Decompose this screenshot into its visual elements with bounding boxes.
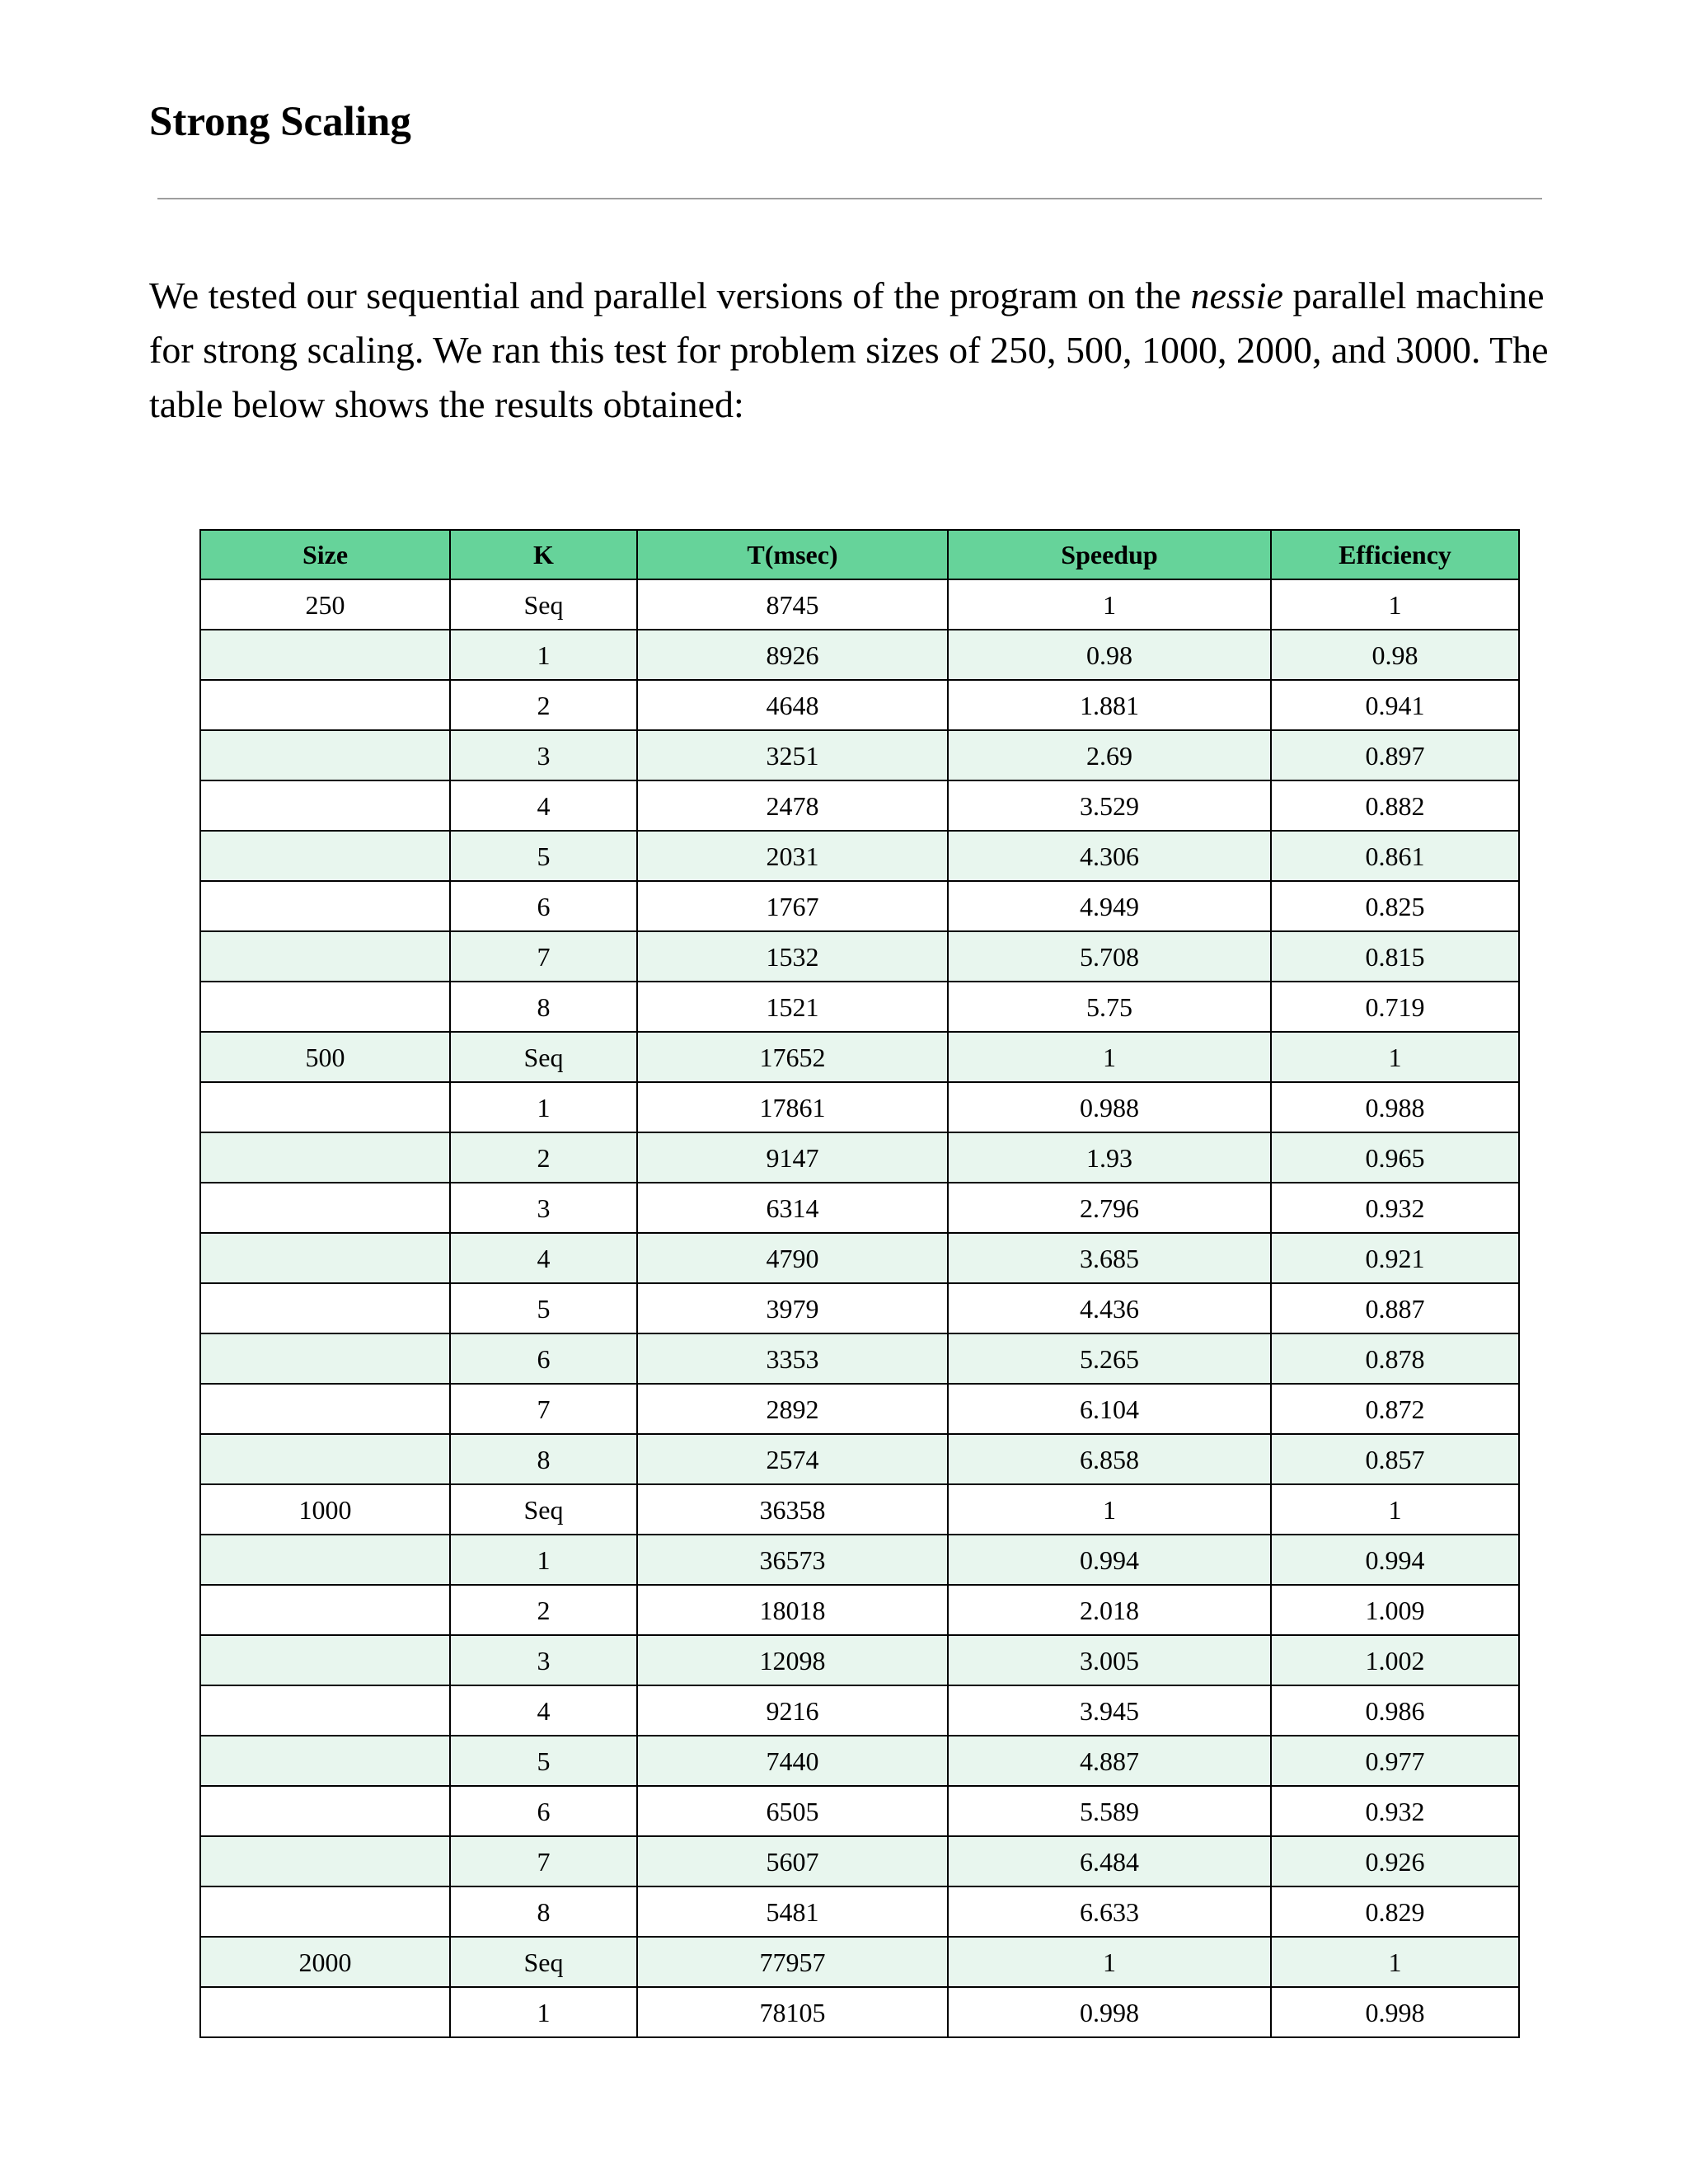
table-body (200, 579, 1519, 2037)
cell-size (200, 881, 450, 931)
cell-size (200, 1635, 450, 1685)
cell-k: Seq (450, 1484, 637, 1535)
cell-time: 1532 (637, 931, 948, 982)
cell-speedup: 1 (948, 579, 1271, 630)
cell-time: 9216 (637, 1685, 948, 1736)
cell-time: 1767 (637, 881, 948, 931)
cell-time: 9147 (637, 1132, 948, 1183)
cell-efficiency: 0.815 (1271, 931, 1519, 982)
cell-time: 1521 (637, 982, 948, 1032)
cell-efficiency: 1 (1271, 579, 1519, 630)
cell-k: 7 (450, 931, 637, 982)
cell-time: 5607 (637, 1836, 948, 1886)
cell-size (200, 1535, 450, 1585)
header-speedup: Speedup (948, 530, 1271, 579)
header-size: Size (200, 530, 450, 579)
table-header-row (200, 530, 1519, 579)
cell-efficiency: 0.932 (1271, 1786, 1519, 1836)
cell-k: 2 (450, 1585, 637, 1635)
cell-efficiency: 0.926 (1271, 1836, 1519, 1886)
cell-size (200, 1333, 450, 1384)
cell-speedup: 2.796 (948, 1183, 1271, 1233)
table-row (200, 982, 1519, 1032)
table-row (200, 1384, 1519, 1434)
cell-speedup: 1.93 (948, 1132, 1271, 1183)
cell-time: 18018 (637, 1585, 948, 1635)
cell-time: 2574 (637, 1434, 948, 1484)
cell-k: 4 (450, 1685, 637, 1736)
cell-efficiency: 1 (1271, 1937, 1519, 1987)
cell-time: 4648 (637, 680, 948, 730)
table-row (200, 1233, 1519, 1283)
cell-speedup: 6.858 (948, 1434, 1271, 1484)
cell-efficiency: 0.878 (1271, 1333, 1519, 1384)
cell-speedup: 0.988 (948, 1082, 1271, 1132)
cell-time: 17861 (637, 1082, 948, 1132)
cell-efficiency: 0.932 (1271, 1183, 1519, 1233)
cell-k: 1 (450, 1082, 637, 1132)
cell-efficiency: 0.719 (1271, 982, 1519, 1032)
cell-efficiency: 0.965 (1271, 1132, 1519, 1183)
cell-time: 3353 (637, 1333, 948, 1384)
cell-size: 500 (200, 1032, 450, 1082)
cell-k: 8 (450, 1886, 637, 1937)
cell-time: 3251 (637, 730, 948, 780)
cell-speedup: 6.633 (948, 1886, 1271, 1937)
cell-speedup: 5.75 (948, 982, 1271, 1032)
cell-k: 7 (450, 1836, 637, 1886)
cell-size (200, 630, 450, 680)
cell-speedup: 4.436 (948, 1283, 1271, 1333)
header-time: T(msec) (637, 530, 948, 579)
table-row (200, 1484, 1519, 1535)
cell-size (200, 1836, 450, 1886)
table-row (200, 931, 1519, 982)
cell-efficiency: 0.998 (1271, 1987, 1519, 2037)
cell-time: 36573 (637, 1535, 948, 1585)
cell-efficiency: 0.882 (1271, 780, 1519, 831)
cell-size: 250 (200, 579, 450, 630)
cell-efficiency: 1.009 (1271, 1585, 1519, 1635)
cell-k: 4 (450, 1233, 637, 1283)
cell-time: 3979 (637, 1283, 948, 1333)
table-row (200, 1333, 1519, 1384)
table-row (200, 1082, 1519, 1132)
cell-k: 1 (450, 630, 637, 680)
table-row (200, 1535, 1519, 1585)
table-row (200, 780, 1519, 831)
cell-time: 5481 (637, 1886, 948, 1937)
cell-time: 6314 (637, 1183, 948, 1233)
cell-size (200, 1886, 450, 1937)
cell-efficiency: 0.857 (1271, 1434, 1519, 1484)
cell-time: 36358 (637, 1484, 948, 1535)
cell-speedup: 0.98 (948, 630, 1271, 680)
table-row (200, 1685, 1519, 1736)
table-row (200, 630, 1519, 680)
cell-speedup: 2.018 (948, 1585, 1271, 1635)
cell-time: 2892 (637, 1384, 948, 1434)
cell-size (200, 1283, 450, 1333)
cell-k: 6 (450, 881, 637, 931)
cell-efficiency: 0.887 (1271, 1283, 1519, 1333)
cell-size (200, 680, 450, 730)
cell-efficiency: 0.825 (1271, 881, 1519, 931)
cell-speedup: 2.69 (948, 730, 1271, 780)
table-row (200, 1132, 1519, 1183)
cell-speedup: 5.708 (948, 931, 1271, 982)
cell-k: 7 (450, 1384, 637, 1434)
cell-speedup: 5.589 (948, 1786, 1271, 1836)
cell-size (200, 1183, 450, 1233)
cell-size (200, 1585, 450, 1635)
table-row (200, 1585, 1519, 1635)
table-row (200, 730, 1519, 780)
cell-k: 1 (450, 1987, 637, 2037)
table-row (200, 1434, 1519, 1484)
intro-text-start: We tested our sequential and parallel versions of the program on the (149, 274, 1191, 316)
table-row (200, 1786, 1519, 1836)
cell-time: 2478 (637, 780, 948, 831)
cell-efficiency: 0.861 (1271, 831, 1519, 881)
cell-time: 7440 (637, 1736, 948, 1786)
header-efficiency: Efficiency (1271, 530, 1519, 579)
cell-size (200, 730, 450, 780)
cell-speedup: 1 (948, 1484, 1271, 1535)
table-row (200, 1836, 1519, 1886)
cell-speedup: 3.685 (948, 1233, 1271, 1283)
cell-size (200, 1384, 450, 1434)
cell-size (200, 1987, 450, 2037)
cell-speedup: 4.306 (948, 831, 1271, 881)
table-row (200, 1183, 1519, 1233)
table-row (200, 1283, 1519, 1333)
cell-speedup: 3.529 (948, 780, 1271, 831)
cell-speedup: 5.265 (948, 1333, 1271, 1384)
machine-name: nessie (1190, 274, 1283, 316)
cell-efficiency: 0.921 (1271, 1233, 1519, 1283)
cell-speedup: 4.949 (948, 881, 1271, 931)
cell-k: 3 (450, 1635, 637, 1685)
cell-efficiency: 0.872 (1271, 1384, 1519, 1434)
table-row (200, 1886, 1519, 1937)
cell-time: 77957 (637, 1937, 948, 1987)
cell-k: 3 (450, 1183, 637, 1233)
cell-time: 8745 (637, 579, 948, 630)
intro-paragraph (149, 269, 1550, 432)
cell-efficiency: 0.988 (1271, 1082, 1519, 1132)
cell-efficiency: 0.829 (1271, 1886, 1519, 1937)
header-k: K (450, 530, 637, 579)
cell-k: 1 (450, 1535, 637, 1585)
cell-efficiency: 0.897 (1271, 730, 1519, 780)
cell-k: 8 (450, 982, 637, 1032)
cell-time: 12098 (637, 1635, 948, 1685)
cell-size (200, 982, 450, 1032)
table-row (200, 1736, 1519, 1786)
cell-efficiency: 0.994 (1271, 1535, 1519, 1585)
strong-scaling-table (199, 529, 1520, 2038)
cell-k: Seq (450, 579, 637, 630)
table-row (200, 881, 1519, 931)
cell-size (200, 931, 450, 982)
table-row (200, 1987, 1519, 2037)
table-row (200, 1937, 1519, 1987)
cell-speedup: 1 (948, 1032, 1271, 1082)
table-row (200, 680, 1519, 730)
table-row (200, 1032, 1519, 1082)
cell-speedup: 6.104 (948, 1384, 1271, 1434)
horizontal-rule (157, 198, 1542, 199)
cell-size (200, 1685, 450, 1736)
cell-time: 8926 (637, 630, 948, 680)
cell-size: 1000 (200, 1484, 450, 1535)
cell-k: 6 (450, 1786, 637, 1836)
cell-efficiency: 1 (1271, 1032, 1519, 1082)
cell-speedup: 0.994 (948, 1535, 1271, 1585)
cell-size (200, 780, 450, 831)
cell-k: 5 (450, 1736, 637, 1786)
cell-time: 4790 (637, 1233, 948, 1283)
cell-size (200, 1082, 450, 1132)
intro-text-end: parallel machine for strong scaling. We ran this test for problem sizes of 250, 500, 1000, 2000, and 3000. The table below shows the results obtained: (149, 274, 1549, 425)
cell-size (200, 831, 450, 881)
cell-speedup: 6.484 (948, 1836, 1271, 1886)
cell-time: 78105 (637, 1987, 948, 2037)
cell-k: 6 (450, 1333, 637, 1384)
cell-size: 2000 (200, 1937, 450, 1987)
cell-k: 5 (450, 831, 637, 881)
cell-efficiency: 0.98 (1271, 630, 1519, 680)
cell-size (200, 1786, 450, 1836)
table-row (200, 579, 1519, 630)
cell-speedup: 1.881 (948, 680, 1271, 730)
cell-k: 3 (450, 730, 637, 780)
cell-efficiency: 0.986 (1271, 1685, 1519, 1736)
cell-efficiency: 1 (1271, 1484, 1519, 1535)
cell-size (200, 1132, 450, 1183)
cell-speedup: 3.945 (948, 1685, 1271, 1736)
cell-size (200, 1736, 450, 1786)
cell-k: 2 (450, 1132, 637, 1183)
cell-k: 5 (450, 1283, 637, 1333)
cell-size (200, 1434, 450, 1484)
cell-k: Seq (450, 1937, 637, 1987)
cell-speedup: 1 (948, 1937, 1271, 1987)
cell-k: 2 (450, 680, 637, 730)
cell-efficiency: 0.977 (1271, 1736, 1519, 1786)
cell-speedup: 3.005 (948, 1635, 1271, 1685)
cell-time: 2031 (637, 831, 948, 881)
cell-speedup: 4.887 (948, 1736, 1271, 1786)
cell-time: 17652 (637, 1032, 948, 1082)
table-row (200, 1635, 1519, 1685)
cell-speedup: 0.998 (948, 1987, 1271, 2037)
cell-k: 8 (450, 1434, 637, 1484)
table-row (200, 831, 1519, 881)
cell-size (200, 1233, 450, 1283)
cell-efficiency: 0.941 (1271, 680, 1519, 730)
cell-k: 4 (450, 780, 637, 831)
cell-efficiency: 1.002 (1271, 1635, 1519, 1685)
cell-k: Seq (450, 1032, 637, 1082)
page-title: Strong Scaling (149, 99, 411, 145)
cell-time: 6505 (637, 1786, 948, 1836)
